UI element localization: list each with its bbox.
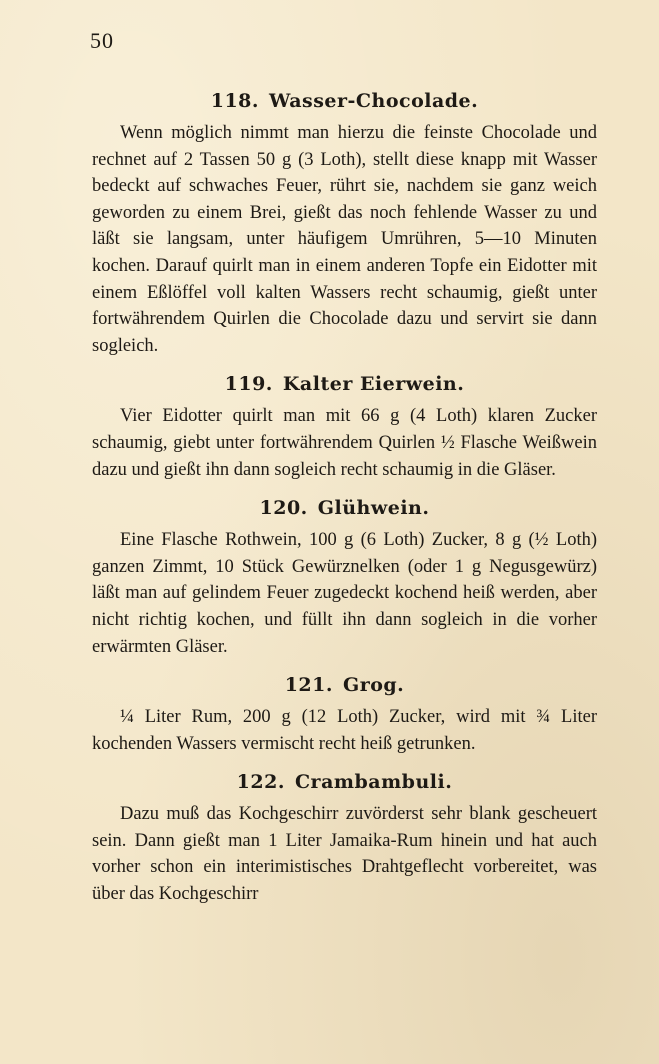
page-number: 50 (90, 28, 114, 53)
recipe-text: Wenn möglich nimmt man hierzu die feinste Chocolade und rechnet auf 2 Tassen 50 g (3 Loth), stellt diese knapp mit Wasser bedeckt auf schwaches Feuer, rührt sie, nachdem sie ganz weich geworden zu einem Brei, gießt das noch fehlende Wasser zu und läßt sie langsam, unter häufigem Umrühren, 5—10 Minuten kochen. Darauf quirlt man in einem anderen Topfe ein Eidotter mit einem Eßlöffel voll kalten Wassers recht schaumig, gießt unter fortwährendem Quirlen die Chocolade dazu und servirt sie dann sogleich. (92, 123, 597, 356)
recipe-number: 122. (236, 771, 285, 794)
recipe-heading (92, 769, 597, 795)
recipe-text: ¼ Liter Rum, 200 g (12 Loth) Zucker, wird mit ¾ Liter kochenden Wassers vermischt recht heiß getrunken. (92, 707, 597, 754)
recipe-121 (92, 672, 597, 757)
recipe-heading (92, 371, 597, 397)
recipe-number: 119. (224, 373, 273, 396)
recipe-title: Grog. (342, 674, 405, 697)
recipe-title: Glühwein. (317, 497, 430, 520)
recipe-122 (92, 769, 597, 907)
recipe-heading (92, 495, 597, 521)
recipe-number: 121. (284, 674, 333, 697)
recipe-title: Wasser-Chocolade. (269, 90, 479, 112)
recipe-text: Vier Eidotter quirlt man mit 66 g (4 Loth) klaren Zucker schaumig, giebt unter fortwährendem Quirlen ½ Flasche Weißwein dazu und gießt ihn dann sogleich recht schaumig in die Gläser. (92, 406, 597, 480)
recipe-118 (92, 88, 597, 359)
recipe-text: Dazu muß das Kochgeschirr zuvörderst sehr blank gescheuert sein. Dann gießt man 1 Liter Jamaika-Rum hinein und hat auch vorher schon ein interimistisches Drahtgeflecht vorbereitet, was über das Kochgeschirr (92, 804, 597, 905)
recipe-number: 120. (259, 497, 308, 520)
page-content (92, 88, 597, 920)
recipe-120 (92, 495, 597, 660)
recipe-number: 118. (210, 90, 260, 112)
recipe-text: Eine Flasche Rothwein, 100 g (6 Loth) Zucker, 8 g (½ Loth) ganzen Zimmt, 10 Stück Gewürznelken (oder 1 g Negusgewürz) läßt man auf gelindem Feuer zugedeckt kochend heiß werden, aber nicht richtig kochen, und füllt ihn dann sogleich in die vorher erwärmten Gläser. (92, 530, 597, 657)
recipe-119 (92, 371, 597, 483)
recipe-title: Kalter Eierwein. (282, 373, 465, 396)
recipe-heading (92, 88, 597, 114)
recipe-title: Crambambuli. (294, 771, 453, 794)
recipe-heading (92, 672, 597, 698)
